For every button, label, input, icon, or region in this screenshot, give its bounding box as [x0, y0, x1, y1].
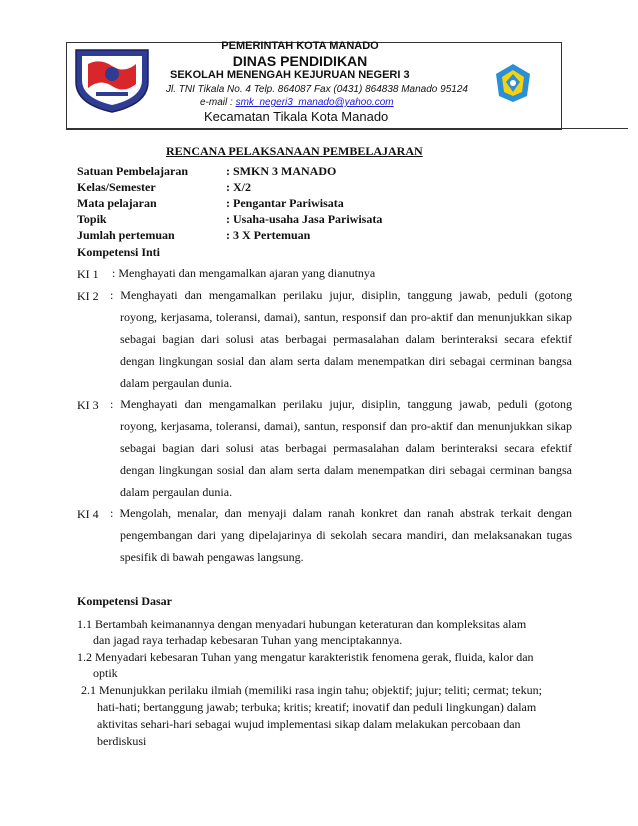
ki-code: KI 4 — [77, 507, 99, 521]
identity-label: Mata pelajaran — [77, 196, 157, 210]
ki-code: KI 2 — [77, 289, 99, 303]
kd-heading: Kompetensi Dasar — [77, 594, 172, 608]
ki-heading: Kompetensi Inti — [77, 245, 161, 259]
ki-code: KI 1 — [77, 267, 99, 281]
school-logo — [70, 44, 154, 114]
kd-line: berdiskusi — [97, 734, 147, 748]
kd-line: 1.2 Menyadari kebesaran Tuhan yang mengatur karakteristik fenomena gerak, fluida, kalor dan — [77, 650, 534, 664]
letterhead-rule — [66, 128, 628, 129]
identity-value: : SMKN 3 MANADO — [226, 164, 337, 178]
identity-value: : X/2 — [226, 180, 251, 194]
identity-value: : Pengantar Pariwisata — [226, 196, 344, 210]
kd-line: dan jagad raya terhadap kebesaran Tuhan yang menciptakannya. — [93, 633, 403, 647]
header-address: Jl. TNI Tikala No. 4 Telp. 864087 Fax (0431) 864838 Manado 95124 — [166, 84, 468, 95]
identity-label: Kelas/Semester — [77, 180, 156, 194]
header-school: SEKOLAH MENENGAH KEJURUAN NEGERI 3 — [170, 69, 410, 81]
ki-code: KI 3 — [77, 398, 99, 412]
header-agency: DINAS PENDIDIKAN — [232, 53, 368, 69]
tut-wuri-handayani-icon — [494, 62, 532, 104]
kd-line: 2.1 Menunjukkan perilaku ilmiah (memiliki rasa ingin tahu; objektif; jujur; teliti; cermat; tekun; — [81, 683, 542, 697]
header-government: PEMERINTAH KOTA MANADO — [221, 40, 379, 52]
kd-line: 1.1 Bertambah keimanannya dengan menyadari hubungan keteraturan dan kompleksitas alam — [77, 617, 527, 631]
tut-wuri-logo — [494, 62, 532, 104]
ki-text: : Menghayati dan mengamalkan perilaku jujur, disiplin, tanggung jawab, peduli (gotong royong, kerjasama, toleransi, damai), santun, responsif dan pro-aktif dan menunjukkan sikap sebagai bagian dari solusi atas berbagai permasalahan dalam berinteraksi secara efektif dengan lingkungan sosial dan alam serta dalam menempatkan diri sebagai cerminan bangsa dalam pergaulan dunia. — [110, 288, 572, 390]
header-email-line — [200, 97, 394, 108]
header-district: Kecamatan Tikala Kota Manado — [204, 109, 389, 124]
identity-label: Topik — [77, 212, 107, 226]
email-prefix: e-mail : — [200, 97, 236, 108]
ki-text: : Menghayati dan mengamalkan perilaku jujur, disiplin, tanggung jawab, peduli (gotong royong, kerjasama, toleransi, damai), santun, responsif dan pro-aktif dan menunjukkan sikap sebagai bagian dari solusi atas berbagai permasalahan dalam berinteraksi secara efektif dengan lingkungan sosial dan alam serta dalam menempatkan diri sebagai cerminan bangsa dalam pergaulan dunia. — [110, 397, 572, 499]
email-link[interactable]: smk_negeri3_manado@yahoo.com — [235, 97, 394, 108]
ki-text: : Menghayati dan mengamalkan ajaran yang dianutnya — [112, 266, 376, 280]
identity-value: : 3 X Pertemuan — [226, 228, 311, 242]
identity-label: Jumlah pertemuan — [77, 228, 175, 242]
kd-line: optik — [93, 666, 118, 680]
kd-line: aktivitas sehari-hari sebagai wujud implementasi sikap dalam melakukan percobaan dan — [97, 717, 521, 731]
kd-line: hati-hati; bertanggung jawab; terbuka; kritis; kreatif; inovatif dan peduli lingkungan) dalam — [97, 700, 537, 714]
identity-label: Satuan Pembelajaran — [77, 164, 188, 178]
ki-text: : Mengolah, menalar, dan menyaji dalam ranah konkret dan ranah abstrak terkait dengan pengembangan dari yang dipelajarinya di sekolah secara mandiri, dan melaksanakan tugas spesifik di bawah pengawas langsung. — [110, 506, 572, 564]
document-title: RENCANA PELAKSANAAN PEMBELAJARAN — [166, 144, 423, 158]
identity-value: : Usaha-usaha Jasa Pariwisata — [226, 212, 383, 226]
shield-logo-icon — [70, 44, 154, 114]
